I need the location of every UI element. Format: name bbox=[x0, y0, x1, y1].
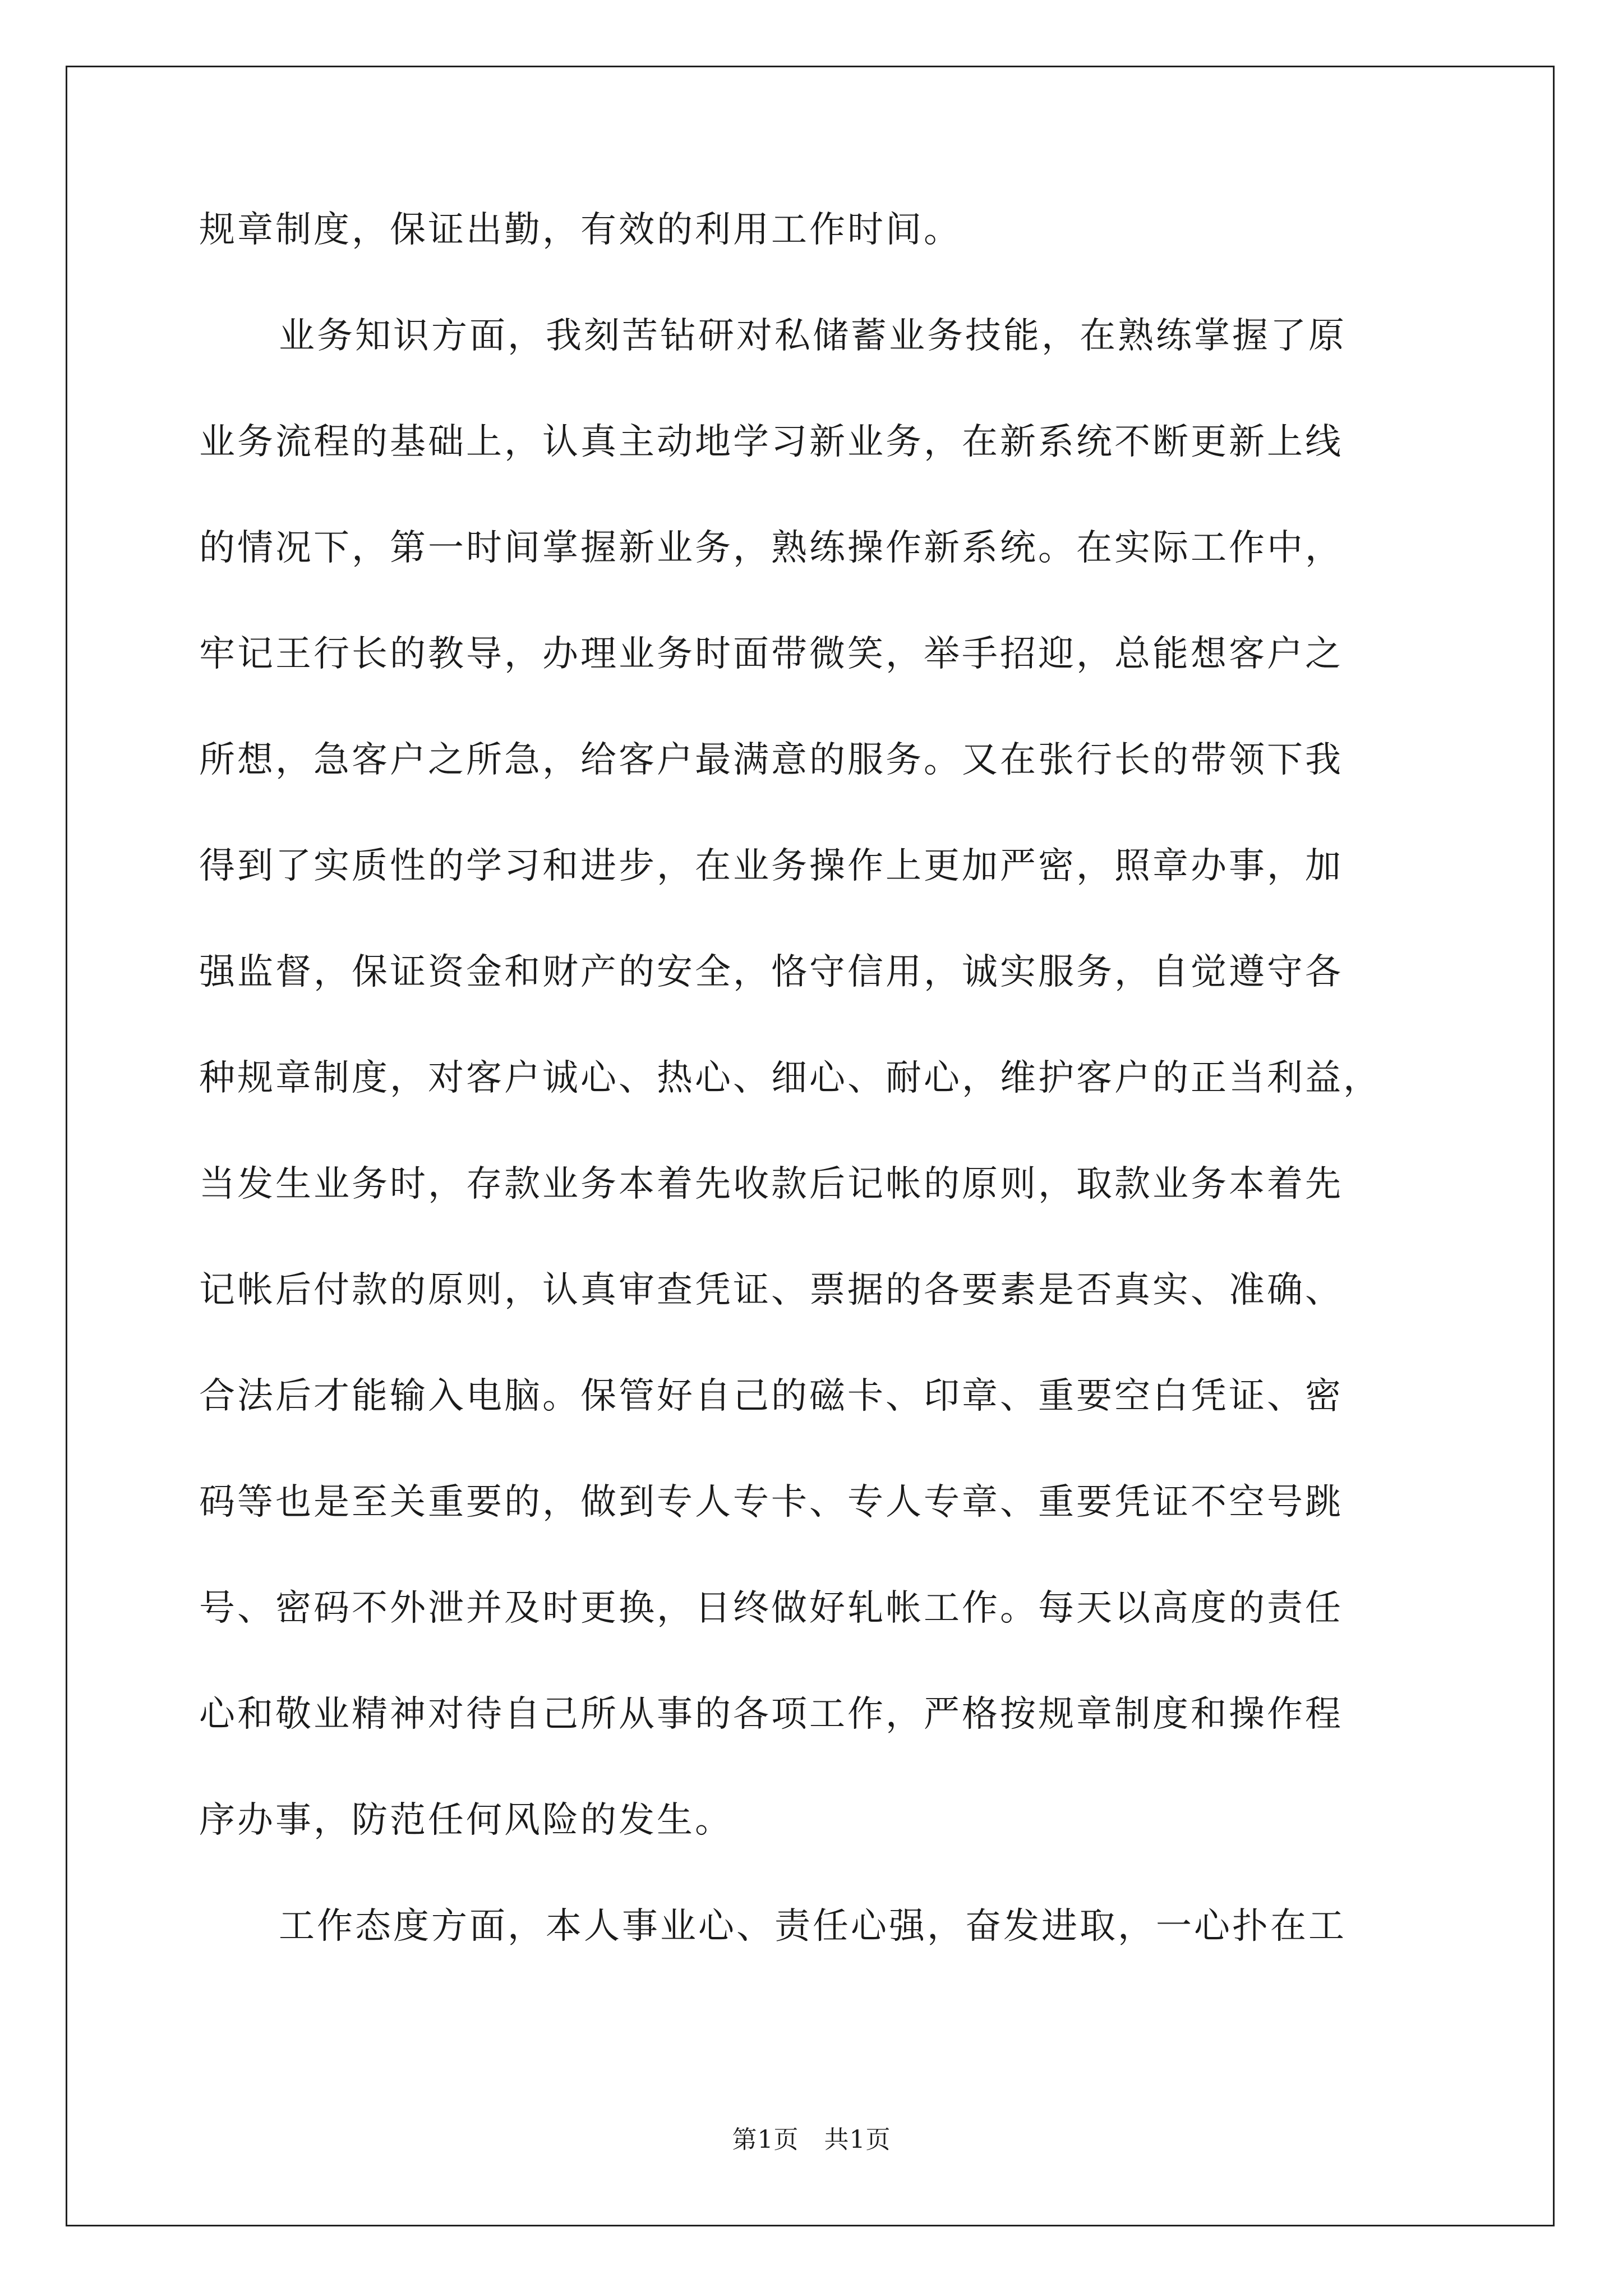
document-body bbox=[199, 210, 1433, 2013]
text-line: 规章制度，保证出勤，有效的利用工作时间。 bbox=[199, 209, 962, 251]
text-line: 心和敬业精神对待自己所从事的各项工作，严格按规章制度和操作程 bbox=[199, 1694, 1343, 1735]
text-line: 码等也是至关重要的，做到专人专卡、专人专章、重要凭证不空号跳 bbox=[199, 1481, 1343, 1523]
text-line: 当发生业务时，存款业务本着先收款后记帐的原则，取款业务本着先 bbox=[199, 1163, 1343, 1205]
text-line: 业务流程的基础上，认真主动地学习新业务，在新系统不断更新上线 bbox=[199, 421, 1343, 463]
paragraph-start-line: 业务知识方面，我刻苦钻研对私储蓄业务技能，在熟练掌握了原 bbox=[279, 315, 1347, 357]
text-line: 的情况下，第一时间掌握新业务，熟练操作新系统。在实际工作中， bbox=[199, 527, 1343, 569]
text-line: 号、密码不外泄并及时更换，日终做好轧帐工作。每天以高度的责任 bbox=[199, 1588, 1343, 1629]
text-line: 所想，急客户之所急，给客户最满意的服务。又在张行长的带领下我 bbox=[199, 739, 1343, 781]
page-number-footer: 第1页 共1页 bbox=[732, 2125, 891, 2154]
text-line: 种规章制度，对客户诚心、热心、细心、耐心，维护客户的正当利益， bbox=[199, 1057, 1381, 1099]
text-line: 牢记王行长的教导，办理业务时面带微笑，举手招迎，总能想客户之 bbox=[199, 633, 1343, 675]
paragraph-start-line: 工作态度方面，本人事业心、责任心强，奋发进取，一心扑在工 bbox=[279, 1906, 1347, 1947]
text-line: 记帐后付款的原则，认真审查凭证、票据的各要素是否真实、准确、 bbox=[199, 1269, 1343, 1311]
text-line: 序办事，防范任何风险的发生。 bbox=[199, 1800, 733, 1841]
text-line: 合法后才能输入电脑。保管好自己的磁卡、印章、重要空白凭证、密 bbox=[199, 1375, 1343, 1417]
text-line: 得到了实质性的学习和进步，在业务操作上更加严密，照章办事，加 bbox=[199, 845, 1343, 887]
text-line: 强监督，保证资金和财产的安全，恪守信用，诚实服务，自觉遵守各 bbox=[199, 951, 1343, 993]
